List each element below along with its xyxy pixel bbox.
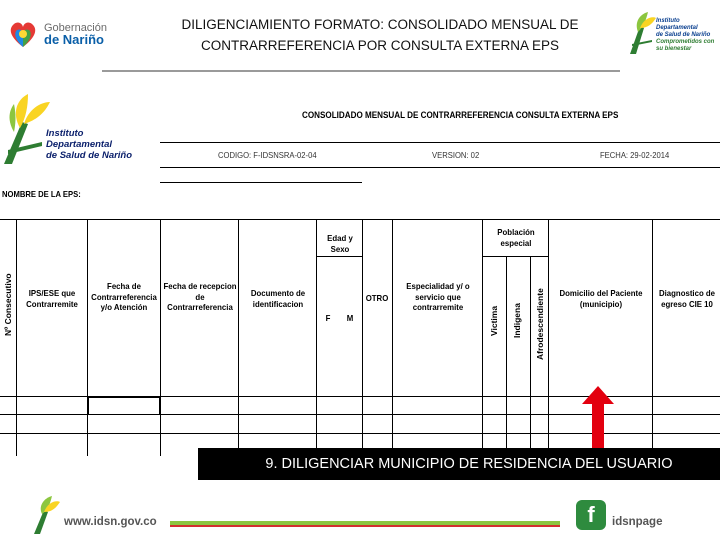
col-indigena: Indigena [512, 303, 522, 338]
col-victima: Victima [489, 305, 499, 336]
form-idsn-logo [2, 92, 162, 167]
facebook-icon[interactable]: f [576, 500, 606, 530]
col-afrodescendiente: Afrodescendiente [535, 288, 545, 360]
col-fecha-recepcion: Fecha de recepcion de Contrarreferencia [163, 281, 237, 312]
col-edad-sexo: Edad y Sexo [327, 233, 353, 254]
col-ips: IPS/ESE que Contrarremite [26, 288, 78, 309]
col-consecutivo: Nº Consecutivo [3, 273, 13, 336]
instruction-banner: 9. DILIGENCIAR MUNICIPIO DE RESIDENCIA DEL USUARIO [198, 448, 720, 480]
idsn-logo [626, 10, 716, 58]
gobernacion-name: Gobernación de Nariño [44, 21, 107, 47]
red-up-arrow-icon [582, 386, 614, 452]
col-otro: OTRO [365, 293, 389, 303]
form-logo-text: Instituto Departamental de Salud de Nariño [46, 128, 133, 161]
gobernacion-heart-icon [6, 17, 40, 51]
form-fecha: FECHA: 29-02-2014 [600, 150, 670, 160]
idsn-logo-text: Instituto Departamental de Salud de Nariño Comprometidos con su bienestar [656, 18, 715, 52]
form-version: VERSION: 02 [432, 150, 480, 160]
eps-name-label: NOMBRE DE LA EPS: [2, 189, 81, 199]
form-heading: CONSOLIDADO MENSUAL DE CONTRARREFERENCIA CONSULTA EXTERNA EPS [302, 110, 619, 120]
col-documento: Documento de identificacion [250, 288, 306, 309]
col-especialidad: Especialidad y/ o servicio que contrarremite [406, 281, 470, 312]
col-fecha-contrarreferencia: Fecha de Contrarreferencia y/o Atención [91, 281, 157, 312]
col-m: M [346, 313, 354, 323]
col-f: F [325, 313, 331, 323]
selected-cell[interactable] [88, 397, 160, 415]
col-poblacion-especial: Población especial [497, 227, 535, 248]
facebook-handle[interactable]: idsnpage [612, 516, 663, 528]
col-diagnostico: Diagnostico de egreso CIE 10 [658, 288, 716, 309]
footer-divider-red [170, 525, 560, 527]
col-domicilio: Domicilio del Paciente (municipio) [559, 288, 643, 309]
footer-idsn-icon [30, 496, 62, 536]
footer-website-link[interactable]: www.idsn.gov.co [64, 516, 157, 528]
form-codigo: CODIGO: F-IDSNSRA-02-04 [218, 150, 317, 160]
gobernacion-logo [6, 16, 116, 52]
page-title: DILIGENCIAMIENTO FORMATO: CONSOLIDADO MENSUAL DE CONTRARREFERENCIA POR CONSULTA EXTERNA EPS [181, 17, 579, 53]
header-divider [102, 70, 620, 72]
idsn-leaf-icon [626, 10, 658, 56]
